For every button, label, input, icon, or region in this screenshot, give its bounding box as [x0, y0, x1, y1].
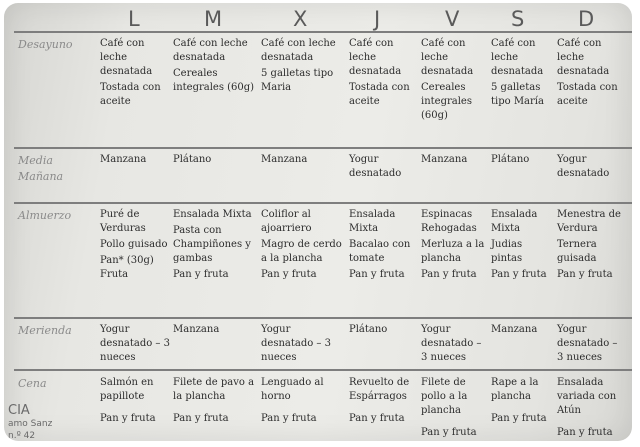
menu-cell-media-manana — [349, 153, 417, 183]
menu-item: Yogur desnatado — [557, 154, 610, 179]
menu-item: Pan y fruta — [421, 269, 477, 280]
menu-item: Yogur desnatado — [349, 154, 402, 179]
menu-item: Yogur desnatado – 3 nueces — [421, 324, 482, 363]
menu-item: Pan y fruta — [261, 269, 317, 280]
row-label-cena: Cena — [18, 377, 47, 390]
menu-cell-almuerzo — [557, 208, 623, 284]
day-header-tue: M — [204, 7, 223, 31]
menu-item: Pan* (30g) Fruta — [100, 255, 154, 280]
footer-text: CIA — [8, 403, 30, 418]
row-divider — [14, 317, 632, 319]
menu-cell-cena — [261, 376, 345, 428]
menu-cell-media-manana — [557, 153, 623, 183]
menu-cell-desayuno — [421, 37, 489, 125]
menu-item: Filete de pavo a la plancha — [173, 377, 255, 402]
menu-cell-desayuno — [173, 37, 257, 97]
menu-item: Café con leche desnatada — [100, 38, 153, 77]
menu-item: Manzana — [100, 154, 147, 165]
menu-cell-desayuno — [100, 37, 170, 111]
menu-item: Plátano — [491, 154, 530, 165]
menu-item: Pan y fruta — [491, 269, 547, 280]
row-divider — [14, 202, 632, 204]
menu-item: Pan y fruta — [173, 413, 229, 424]
menu-item: Ensalada Mixta — [491, 209, 538, 234]
menu-item: Pan y fruta — [173, 269, 229, 280]
row-label-desayuno: Desayuno — [18, 38, 73, 51]
row-divider — [14, 147, 632, 149]
menu-item: Yogur desnatado – 3 nueces — [557, 324, 618, 363]
menu-item: Ensalada Mixta — [349, 209, 396, 234]
row-label-media-manana: Media Mañana — [18, 154, 64, 183]
menu-item: Pan y fruta — [349, 269, 405, 280]
menu-item: Magro de cerdo a la plancha — [261, 239, 342, 264]
menu-cell-almuerzo — [261, 208, 345, 284]
menu-item: Manzana — [421, 154, 468, 165]
menu-cell-almuerzo — [349, 208, 417, 284]
menu-item: Tostada con aceite — [557, 82, 618, 107]
row-label-merienda: Merienda — [18, 324, 72, 337]
menu-item: Puré de Verduras — [100, 209, 146, 234]
menu-item: Manzana — [491, 324, 538, 335]
menu-cell-media-manana — [421, 153, 489, 169]
menu-item: Ensalada Mixta — [173, 209, 252, 220]
menu-item: Pollo guisado — [100, 239, 168, 250]
menu-item: Café con leche desnatada — [421, 38, 474, 77]
menu-item: Yogur desnatado – 3 nueces — [100, 324, 170, 363]
menu-item: Café con leche desnatada — [557, 38, 610, 77]
menu-item: Manzana — [173, 324, 220, 335]
menu-item: Ternera guisada — [557, 239, 597, 264]
menu-cell-cena — [421, 376, 489, 441]
menu-item: Espinacas Rehogadas — [421, 209, 477, 234]
menu-item: Coliflor al ajoarriero — [261, 209, 312, 234]
menu-item: Pan y fruta — [421, 427, 477, 438]
menu-cell-media-manana — [491, 153, 553, 169]
menu-sheet — [4, 3, 632, 441]
menu-item: Pan y fruta — [100, 413, 156, 424]
menu-cell-media-manana — [100, 153, 170, 169]
day-header-fri: V — [445, 7, 460, 31]
menu-item: Pan y fruta — [557, 269, 613, 280]
menu-item: Café con leche desnatada — [173, 38, 248, 63]
menu-item: Pan y fruta — [491, 413, 547, 424]
menu-cell-merienda — [100, 323, 170, 367]
row-divider — [14, 31, 632, 33]
menu-item: Yogur desnatado – 3 nueces — [261, 324, 331, 363]
menu-cell-desayuno — [557, 37, 623, 111]
menu-cell-merienda — [261, 323, 345, 367]
menu-cell-merienda — [557, 323, 623, 367]
menu-cell-cena — [100, 376, 170, 428]
row-divider — [14, 369, 632, 371]
menu-item: Judias pintas — [491, 239, 523, 264]
menu-item: Pan y fruta — [261, 413, 317, 424]
menu-cell-merienda — [349, 323, 417, 339]
menu-item: Tostada con aceite — [349, 82, 410, 107]
menu-cell-almuerzo — [173, 208, 257, 284]
menu-item: 5 galletas tipo María — [491, 82, 544, 107]
menu-cell-cena — [349, 376, 417, 428]
menu-item: Revuelto de Espárragos — [349, 377, 410, 402]
menu-cell-cena — [491, 376, 553, 428]
menu-item: Pan y fruta — [557, 427, 613, 438]
menu-item: Menestra de Verdura — [557, 209, 621, 234]
menu-cell-almuerzo — [491, 208, 553, 284]
day-header-sun: D — [578, 7, 595, 31]
day-header-wed: X — [293, 7, 308, 31]
menu-item: Filete de pollo a la plancha — [421, 377, 468, 416]
menu-cell-merienda — [491, 323, 553, 339]
menu-item: Cereales integrales (60g) — [421, 82, 472, 121]
row-label-almuerzo: Almuerzo — [18, 209, 72, 222]
menu-item: Café con leche desnatada — [261, 38, 336, 63]
menu-item: Tostada con aceite — [100, 82, 161, 107]
day-header-thu: J — [374, 7, 381, 31]
menu-cell-media-manana — [173, 153, 257, 169]
menu-item: Rape a la plancha — [491, 377, 539, 402]
menu-cell-cena — [173, 376, 257, 428]
menu-item: Bacalao con tomate — [349, 239, 411, 264]
day-header-mon: L — [128, 7, 140, 31]
menu-item: Café con leche desnatada — [491, 38, 544, 77]
menu-item: Plátano — [349, 324, 388, 335]
day-header-sat: S — [511, 7, 525, 31]
menu-cell-almuerzo — [421, 208, 489, 284]
menu-cell-media-manana — [261, 153, 345, 169]
menu-item: Ensalada variada con Atún — [557, 377, 617, 416]
menu-item: Café con leche desnatada — [349, 38, 402, 77]
menu-item: Lenguado al horno — [261, 377, 324, 402]
menu-item: Pan y fruta — [349, 413, 405, 424]
menu-item: Salmón en papillote — [100, 377, 154, 402]
menu-cell-merienda — [421, 323, 489, 367]
menu-item: Plátano — [173, 154, 212, 165]
menu-item: Pasta con Champiñones y gambas — [173, 225, 251, 264]
menu-cell-cena — [557, 376, 623, 441]
menu-cell-desayuno — [349, 37, 417, 111]
menu-cell-desayuno — [491, 37, 553, 111]
menu-cell-almuerzo — [100, 208, 170, 284]
footer-text: amo Sanz — [8, 419, 53, 429]
footer-text: n.º 42 — [8, 431, 36, 441]
menu-item: Cereales integrales (60g) — [173, 68, 255, 93]
menu-cell-merienda — [173, 323, 257, 339]
menu-item: Manzana — [261, 154, 308, 165]
menu-cell-desayuno — [261, 37, 345, 97]
menu-item: Merluza a la plancha — [421, 239, 485, 264]
menu-item: 5 galletas tipo Maria — [261, 68, 334, 93]
